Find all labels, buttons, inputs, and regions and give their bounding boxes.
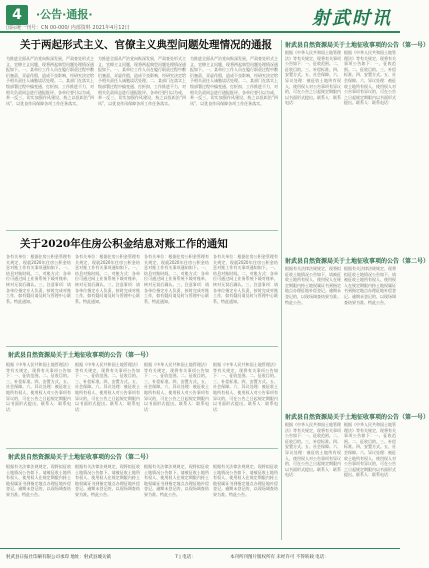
article-3-column-1: 根据《中华人民共和国土地管理法》等有关规定，现将有关事项公告如下：一、征收范围。二、征收目的。三、补偿标准。四、安置方式。五、社会保障。六、异议处理：被征收土地所有权人、使用权人对公告事项有异议的，可在公告之日起规定期限内以书面形式提出。联系人：联系电话：: [6, 362, 71, 412]
article-3-column-2: 根据《中华人民共和国土地管理法》等有关规定，现将有关事项公告如下：一、征收范围。二、征收目的。三、补偿标准。四、安置方式。五、社会保障。六、异议处理：被征收土地所有权人、使用权人对公告事项有异议的，可在公告之日起规定期限内以书面形式提出。联系人：联系电话：: [75, 362, 140, 412]
article-3-column-3: 根据《中华人民共和国土地管理法》等有关规定，现将有关事项公告如下：一、征收范围。二、征收目的。三、补偿标准。四、安置方式。五、社会保障。六、异议处理：被征收土地所有权人、使用权人对公告事项有异议的，可在公告之日起规定期限内以书面形式提出。联系人：联系电话：: [144, 362, 209, 412]
right-article-1-title: 射武县自然资源局关于土地征收事项的公告（第一号）: [285, 42, 429, 49]
column-divider: [281, 40, 282, 540]
section-divider: [6, 230, 278, 231]
footer-phone: 7 | 电话：: [175, 555, 196, 560]
section-divider: [6, 448, 278, 449]
article-4-column-1: 根据有关法律法规规定，现将拟征收土地情况公告如下，请被征收土地所有权人、使用权人在规定期限内持土地权属证书到指定地点办理征地补偿登记。逾期未登记的，以现场调查结果为准。特此公告。: [6, 464, 71, 497]
article-2-column-3: 各有关单位：根据住房公积金管理有关规定，现就2020年住房公积金结息对账工作有关事项通知如下。一、结息对账时间。二、对账方式：各单位可通过网上业务系统下载对账单，核对无误后确认。三、注意事项：请各单位指定专人负责，按时完成对账工作，如有疑问请及时与管理中心联系。特此通知。: [144, 254, 209, 304]
footer-copyright: 本刊所刊图片版权所有 未经许可 不得转载 电话：: [230, 555, 329, 560]
section-title: ·公告·通报·: [36, 8, 93, 21]
article-2-column-2: 各有关单位：根据住房公积金管理有关规定，现就2020年住房公积金结息对账工作有关事项通知如下。一、结息对账时间。二、对账方式：各单位可通过网上业务系统下载对账单，核对无误后确认。三、注意事项：请各单位指定专人负责，按时完成对账工作，如有疑问请及时与管理中心联系。特此通知。: [75, 254, 140, 304]
masthead-logo: 射武时讯: [312, 8, 392, 29]
article-2-column-4: 各有关单位：根据住房公积金管理有关规定，现就2020年住房公积金结息对账工作有关事项通知如下。一、结息对账时间。二、对账方式：各单位可通过网上业务系统下载对账单，核对无误后确认。三、注意事项：请各单位指定专人负责，按时完成对账工作，如有疑问请及时与管理中心联系。特此通知。: [213, 254, 278, 304]
article-1-column-2: 为推进全面从严治党向纵深发展，严肃查处形式主义、官僚主义问题，现将两起典型问题处理情况通报如下。一、某单位工作人员在履行职责过程中敷衍塞责、弄虚作假，造成不良影响，经研究决定给予相关责任人诫勉谈话处理。二、某部门在落实上级部署过程中搞变通、打折扣，工作推进不力，对相关负责同志进行通报批评。各单位要引以为戒，举一反三，切实加强作风建设，持之以恒纠治“四风”，以优良作风保障各项工作任务落实。: [98, 56, 186, 106]
page-header: [0, 0, 400, 30]
article-1-title: 关于两起形式主义、官僚主义典型问题处理情况的通报: [20, 39, 272, 51]
article-4-column-3: 根据有关法律法规规定，现将拟征收土地情况公告如下，请被征收土地所有权人、使用权人在规定期限内持土地权属证书到指定地点办理征地补偿登记。逾期未登记的，以现场调查结果为准。特此公告。: [144, 464, 209, 497]
page-number: 4: [6, 5, 28, 25]
article-3-column-4: 根据《中华人民共和国土地管理法》等有关规定，现将有关事项公告如下：一、征收范围。二、征收目的。三、补偿标准。四、安置方式。五、社会保障。六、异议处理：被征收土地所有权人、使用权人对公告事项有异议的，可在公告之日起规定期限内以书面形式提出。联系人：联系电话：: [213, 362, 278, 412]
article-3-title: 射武县自然资源局关于土地征收事项的公告（第一号）: [8, 352, 153, 359]
right-article-3-column-2: 根据《中华人民共和国土地管理法》等有关规定，现将有关事项公告如下：一、征收范围。二、征收目的。三、补偿标准。四、安置方式。五、社会保障。六、异议处理：被征收土地所有权人、使用权人对公告事项有异议的，可在公告之日起规定期限内以书面形式提出。联系人：联系电话：: [344, 422, 396, 478]
issue-info: 国际统一刊号：CN 00-000/ 内部资料 2021年4月12日: [6, 25, 130, 31]
right-article-3-column-1: 根据《中华人民共和国土地管理法》等有关规定，现将有关事项公告如下：一、征收范围。二、征收目的。三、补偿标准。四、安置方式。五、社会保障。六、异议处理：被征收土地所有权人、使用权人对公告事项有异议的，可在公告之日起规定期限内以书面形式提出。联系人：联系电话：: [285, 422, 341, 478]
header-rule: [0, 31, 400, 33]
right-article-3-title: 射武县自然资源局关于土地征收事项的公告（第一号）: [285, 414, 429, 421]
article-1-column-3: 为推进全面从严治党向纵深发展，严肃查处形式主义、官僚主义问题，现将两起典型问题处理情况通报如下。一、某单位工作人员在履行职责过程中敷衍塞责、弄虚作假，造成不良影响，经研究决定给予相关责任人诫勉谈话处理。二、某部门在落实上级部署过程中搞变通、打折扣，工作推进不力，对相关负责同志进行通报批评。各单位要引以为戒，举一反三，切实加强作风建设，持之以恒纠治“四风”，以优良作风保障各项工作任务落实。: [190, 56, 278, 106]
article-2-column-1: 各有关单位：根据住房公积金管理有关规定，现就2020年住房公积金结息对账工作有关事项通知如下。一、结息对账时间。二、对账方式：各单位可通过网上业务系统下载对账单，核对无误后确认。三、注意事项：请各单位指定专人负责，按时完成对账工作，如有疑问请及时与管理中心联系。特此通知。: [6, 254, 71, 304]
article-2-title: 关于2020年住房公积金结息对账工作的通知: [20, 238, 228, 250]
article-4-title: 射武县自然资源局关于土地征收事项的公告（第二号）: [8, 454, 153, 461]
right-article-1-column-2: 根据《中华人民共和国土地管理法》等有关规定，现将有关事项公告如下：一、征收范围。二、征收目的。三、补偿标准。四、安置方式。五、社会保障。六、异议处理：被征收土地所有权人、使用权人对公告事项有异议的，可在公告之日起规定期限内以书面形式提出。联系人：联系电话：: [344, 50, 396, 106]
article-4-column-2: 根据有关法律法规规定，现将拟征收土地情况公告如下，请被征收土地所有权人、使用权人在规定期限内持土地权属证书到指定地点办理征地补偿登记。逾期未登记的，以现场调查结果为准。特此公告。: [75, 464, 140, 497]
section-divider: [6, 346, 278, 347]
right-article-2-title: 射武县自然资源局关于土地征收事项的公告（第二号）: [285, 258, 429, 265]
right-article-2-column-2: 根据有关法律法规规定，现将拟征收土地情况公告如下，请被征收土地所有权人、使用权人在规定期限内持土地权属证书到指定地点办理征地补偿登记。逾期未登记的，以现场调查结果为准。特此公告。: [344, 266, 396, 305]
article-1-column-1: 为推进全面从严治党向纵深发展，严肃查处形式主义、官僚主义问题，现将两起典型问题处理情况通报如下。一、某单位工作人员在履行职责过程中敷衍塞责、弄虚作假，造成不良影响，经研究决定给予相关责任人诫勉谈话处理。二、某部门在落实上级部署过程中搞变通、打折扣，工作推进不力，对相关负责同志进行通报批评。各单位要引以为戒，举一反三，切实加强作风建设，持之以恒纠治“四风”，以优良作风保障各项工作任务落实。: [6, 56, 94, 106]
right-article-1-column-1: 根据《中华人民共和国土地管理法》等有关规定，现将有关事项公告如下：一、征收范围。二、征收目的。三、补偿标准。四、安置方式。五、社会保障。六、异议处理：被征收土地所有权人、使用权人对公告事项有异议的，可在公告之日起规定期限内以书面形式提出。联系人：联系电话：: [285, 50, 341, 106]
page-footer: [0, 548, 400, 568]
footer-printer: 射武县日报社印刷有限公司承印 地址：射武县城关镇: [6, 555, 111, 560]
right-article-2-column-1: 根据有关法律法规规定，现将拟征收土地情况公告如下，请被征收土地所有权人、使用权人在规定期限内持土地权属证书到指定地点办理征地补偿登记。逾期未登记的，以现场调查结果为准。特此公告。: [285, 266, 341, 305]
article-4-column-4: 根据有关法律法规规定，现将拟征收土地情况公告如下，请被征收土地所有权人、使用权人在规定期限内持土地权属证书到指定地点办理征地补偿登记。逾期未登记的，以现场调查结果为准。特此公告。: [213, 464, 278, 497]
